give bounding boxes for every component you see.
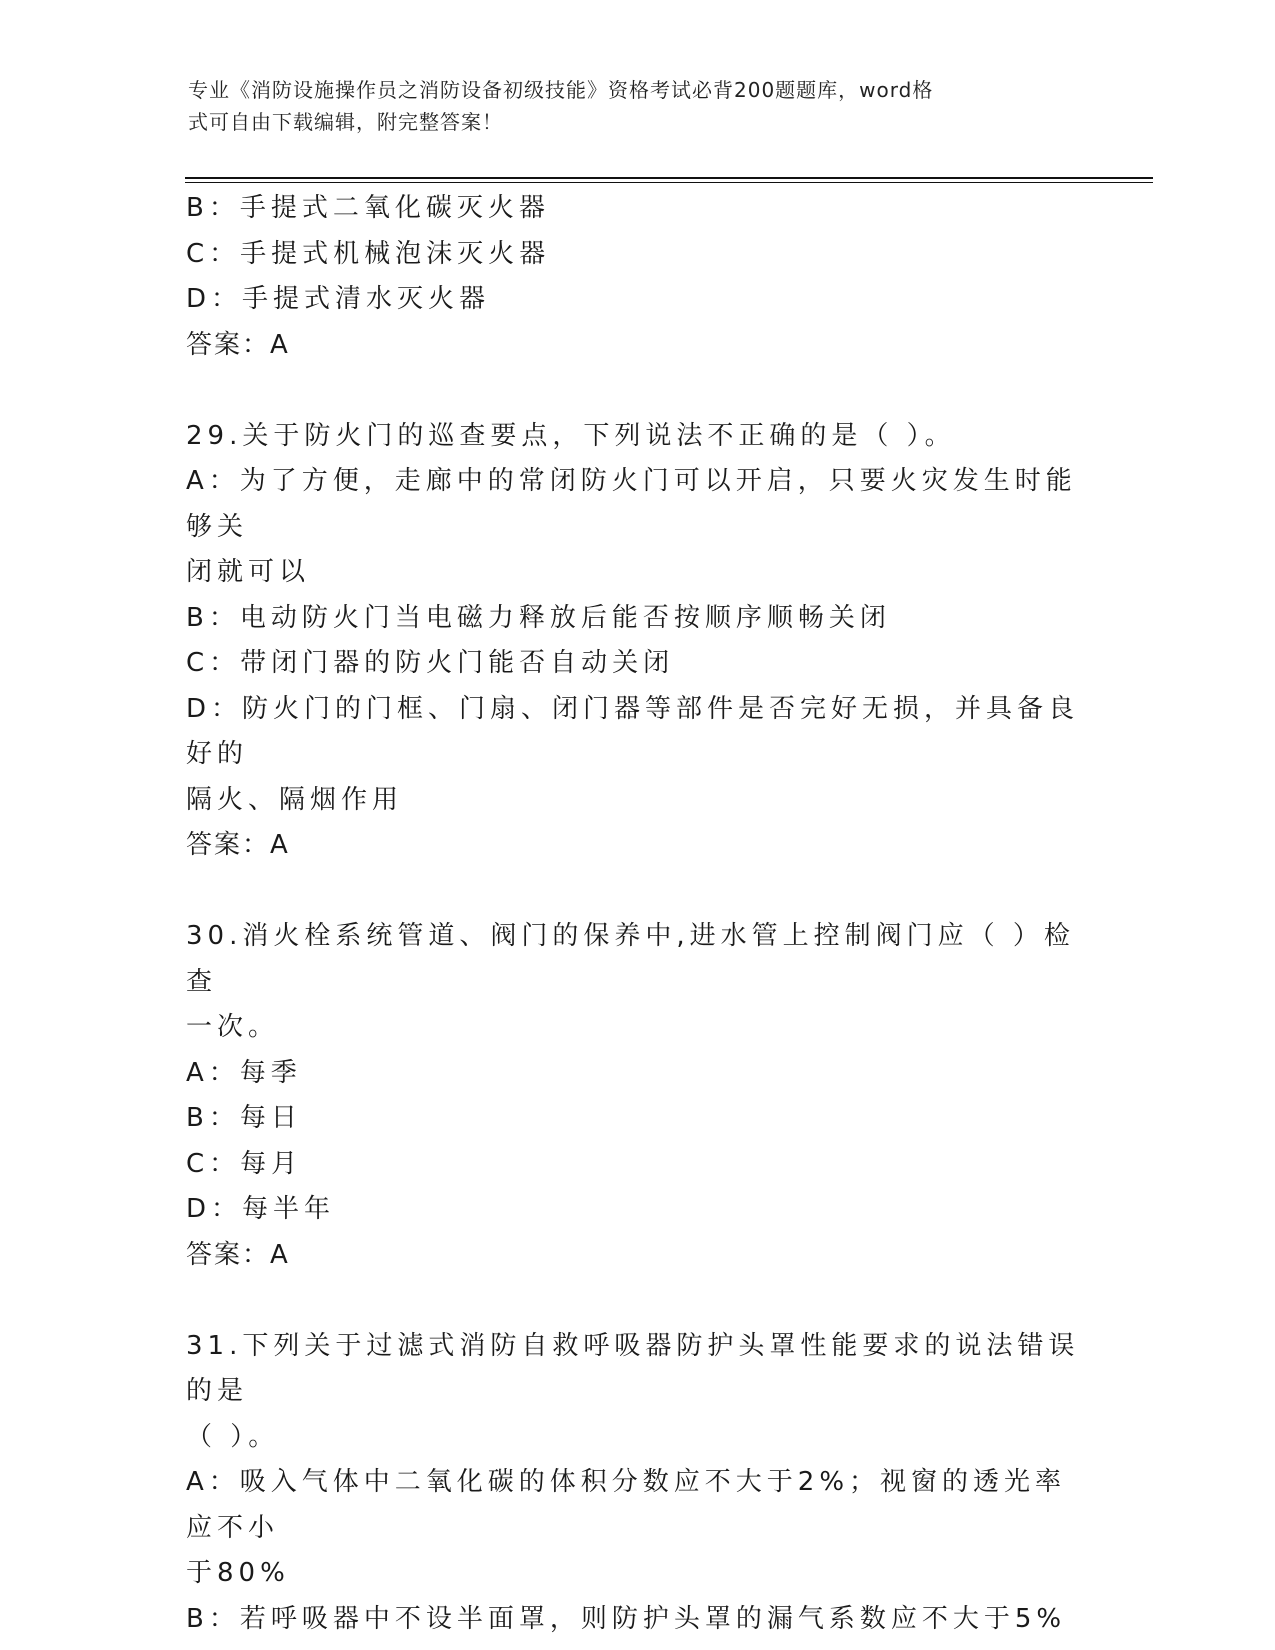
question-stem: 29.关于防火门的巡查要点，下列说法不正确的是（ ）。 [186, 420, 956, 451]
option-a: A：吸入气体中二氧化碳的体积分数应不大于2%；视窗的透光率应不小 [186, 1467, 1067, 1543]
answer-line: 答案：A [186, 830, 290, 860]
option-c: C：每月 [186, 1148, 303, 1179]
option-a-cont: 于80% [186, 1558, 290, 1588]
option-a-cont: 闭就可以 [186, 557, 311, 587]
option-d-cont: 隔火、隔烟作用 [186, 784, 404, 815]
header-line: 式可自由下载编辑，附完整答案！ [188, 110, 503, 134]
option-d: D：每半年 [186, 1194, 336, 1224]
option-b: B：电动防火门当电磁力释放后能否按顺序顺畅关闭 [186, 602, 891, 633]
header-line: 专业《消防设施操作员之消防设备初级技能》资格考试必背200题题库，word格 [188, 78, 934, 102]
question-stem-cont: 一次。 [186, 1012, 280, 1042]
header-divider [185, 177, 1153, 179]
option-a: A：每季 [186, 1057, 302, 1088]
question-stem-cont: （ ）。 [186, 1421, 280, 1452]
spacer [186, 869, 1086, 915]
option-d: D：防火门的门框、门扇、闭门器等部件是否完好无损，并具备良好的 [186, 693, 1080, 769]
option-b: B：若呼吸器中不设半面罩，则防护头罩的漏气系数应不大于5% [186, 1603, 1067, 1634]
question-block [186, 914, 1086, 1278]
answer-line: 答案：A [186, 329, 290, 360]
question-block [186, 1324, 1086, 1643]
question-list [186, 186, 1086, 1642]
option-d: D：手提式清水灭火器 [186, 284, 491, 314]
page-header [188, 74, 1068, 138]
option-c: C：带闭门器的防火门能否自动关闭 [186, 648, 675, 678]
option-b: B：每日 [186, 1103, 302, 1133]
question-block [186, 186, 1086, 368]
question-block [186, 414, 1086, 869]
option-c: C：手提式机械泡沫灭火器 [186, 238, 551, 269]
answer-line: 答案：A [186, 1239, 290, 1270]
header-divider-thin [185, 182, 1153, 183]
spacer [186, 368, 1086, 414]
option-a: A：为了方便，走廊中的常闭防火门可以开启，只要火灾发生时能够关 [186, 466, 1077, 542]
spacer [186, 1278, 1086, 1324]
question-stem: 30.消火栓系统管道、阀门的保养中,进水管上控制阀门应（ ）检查 [186, 921, 1075, 997]
option-b: B：手提式二氧化碳灭火器 [186, 193, 550, 223]
question-stem: 31.下列关于过滤式消防自救呼吸器防护头罩性能要求的说法错误的是 [186, 1330, 1080, 1406]
